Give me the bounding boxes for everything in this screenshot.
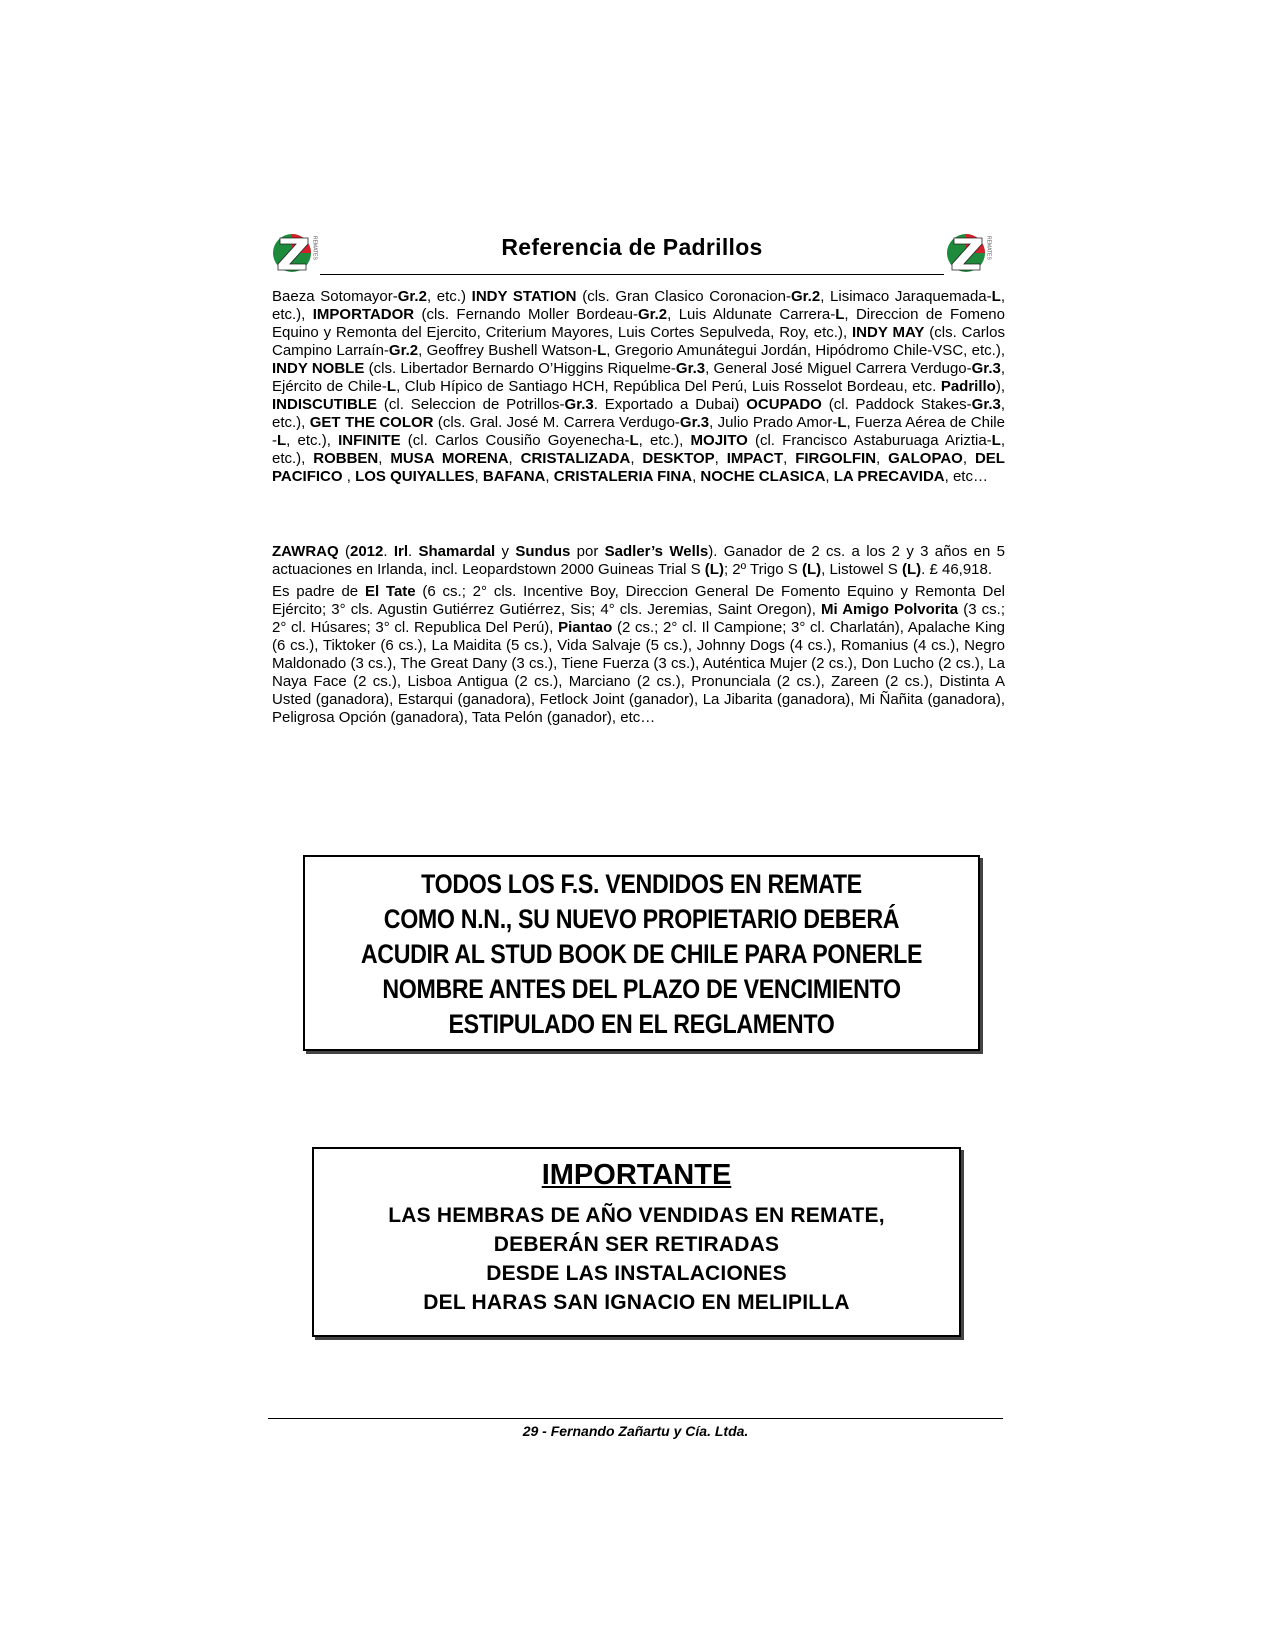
text-run: ,	[962, 450, 975, 467]
text-run: , General José Miguel Carrera Verdugo-	[705, 360, 972, 377]
text-run: (6 cs.; 2° cls. Incentive Boy, Direccion General De Fomento Equino y Remonta Del Ejército; 3° cls. Agustin Gutiérrez Gutiérrez, Sis; 4° cls. Jeremias, Saint Oregon),	[272, 583, 1005, 618]
text-run: (cls. Libertador Bernardo O’Higgins Riquelme-	[364, 360, 676, 377]
bold-text-run: (L)	[901, 561, 922, 578]
text-run: ),	[995, 378, 1005, 395]
notice-line: ACUDIR AL STUD BOOK DE CHILE PARA PONERLE	[360, 939, 923, 969]
page-header	[272, 228, 992, 278]
header-rule	[320, 274, 944, 275]
bold-text-run: INDY NOBLE	[272, 360, 365, 377]
text-run: , Fuerza Aérea de Chile -	[272, 414, 1005, 449]
paragraph	[272, 288, 1005, 486]
bold-text-run: L	[629, 432, 639, 449]
text-run: ; 2º Trigo S	[723, 561, 802, 578]
text-run: por	[570, 543, 605, 560]
bold-text-run: NOCHE CLASICA	[700, 468, 826, 485]
bold-text-run: Gr.3	[971, 396, 1001, 413]
text-run: (cls. Fernando Moller Bordeau-	[414, 306, 638, 323]
bold-text-run: Gr.3	[564, 396, 594, 413]
text-run: (2 cs.; 2° cl. Il Campione; 3° cl. Charlatán), Apalache King (6 cs.), Tiktoker (6 cs.), La Maidita (5 cs.), Vida Salvaje (5 cs.), Johnny Dogs (4 cs.), Romanius (4 cs.), Negro Maldonado (3 cs.), The Great Dany (3 cs.), Tiene Fuerza (3 cs.), Auténtica Mujer (2 cs.), Don Lucho (2 cs.), La Naya Face (2 cs.), Lisboa Antigua (2 cs.), Marciano (2 cs.), Pronunciala (2 cs.), Zareen (2 cs.), Distinta A Usted (ganadora), Estarqui (ganadora), Fetlock Joint (ganador), La Jibarita (ganadora), Mi Ñañita (ganadora), Peligrosa Opción (ganadora), Tata Pelón (ganador), etc…	[272, 619, 1006, 726]
bold-text-run: Shamardal	[418, 543, 496, 560]
text-run: , Gregorio Amunátegui Jordán, Hipódromo Chile-VSC, etc.),	[606, 342, 1006, 359]
bold-text-run: BAFANA	[482, 468, 546, 485]
text-run: , Luis Aldunate Carrera-	[667, 306, 836, 323]
bold-text-run: DESKTOP	[642, 450, 715, 467]
notice-line: LAS HEMBRAS DE AÑO VENDIDAS EN REMATE,	[388, 1204, 885, 1227]
text-run: ,	[342, 468, 356, 485]
text-run: , Club Hípico de Santiago HCH, República Del Perú, Luis Rosselot Bordeau, etc.	[396, 378, 941, 395]
footer-rule	[268, 1418, 1003, 1419]
text-run: (cl. Seleccion de Potrillos-	[377, 396, 565, 413]
text-run: , Listowel S	[821, 561, 902, 578]
text-run: ,	[508, 450, 521, 467]
notice-line: COMO N.N., SU NUEVO PROPIETARIO DEBERÁ	[383, 904, 900, 934]
text-run: (cl. Francisco Astaburuaga Ariztia-	[747, 432, 992, 449]
text-run: , Direccion de Fomeno Equino y Remonta del Ejercito, Criterium Mayores, Luis Cortes Sepulveda, Roy, etc.),	[272, 306, 1005, 341]
bold-text-run: L	[386, 378, 397, 395]
bold-text-run: Gr.2	[791, 288, 821, 305]
text-run: , etc…	[944, 468, 988, 485]
bold-text-run: INDY MAY	[852, 324, 925, 341]
bold-text-run: FIRGOLFIN	[795, 450, 877, 467]
bold-text-run: L	[837, 414, 847, 431]
notice-line: NOMBRE ANTES DEL PLAZO DE VENCIMIENTO	[382, 974, 901, 1004]
bold-text-run: Gr.2	[637, 306, 668, 323]
notice-line: DESDE LAS INSTALACIONES	[486, 1262, 787, 1285]
bold-text-run: INFINITE	[338, 432, 401, 449]
page-title: Referencia de Padrillos	[501, 234, 763, 260]
sire-reference-continued	[272, 288, 1005, 490]
bold-text-run: L	[991, 432, 1001, 449]
bold-text-run: Gr.2	[388, 342, 419, 359]
bold-text-run: Gr.2	[397, 288, 427, 305]
text-run: (	[338, 543, 350, 560]
text-run: y	[495, 543, 516, 560]
text-run: Es padre de	[272, 583, 365, 600]
bold-text-run: Sundus	[515, 543, 571, 560]
bold-text-run: L	[277, 432, 287, 449]
text-run: , etc.),	[286, 432, 339, 449]
bold-text-run: L	[991, 288, 1001, 305]
bold-text-run: Irl	[393, 543, 409, 560]
bold-text-run: GET THE COLOR	[309, 414, 434, 431]
bold-text-run: ROBBEN	[313, 450, 379, 467]
bold-text-run: (L)	[801, 561, 822, 578]
svg-text:REMATES: REMATES	[985, 236, 992, 260]
text-run: , etc.),	[638, 432, 691, 449]
text-run: , Geoffrey Bushell Watson-	[418, 342, 598, 359]
bold-text-run: CRISTALIZADA	[520, 450, 631, 467]
text-run: ,	[876, 450, 889, 467]
notice-line: DEL HARAS SAN IGNACIO EN MELIPILLA	[423, 1291, 850, 1314]
fz-remates-logo	[946, 228, 992, 276]
bold-text-run: Piantao	[558, 619, 613, 636]
text-run: Baeza Sotomayor-	[272, 288, 398, 305]
bold-text-run: L	[597, 342, 607, 359]
text-run: .	[408, 543, 419, 560]
text-run: , Julio Prado Amor-	[709, 414, 838, 431]
sire-pedigree-paragraph	[272, 543, 1005, 579]
text-run: ,	[825, 468, 834, 485]
bold-text-run: Sadler’s Wells	[604, 543, 709, 560]
bold-text-run: LOS QUIYALLES	[355, 468, 475, 485]
text-run: , Ejército de Chile-	[272, 360, 1005, 395]
sire-entry-zawraq	[272, 543, 1005, 731]
sire-progeny-paragraph	[272, 583, 1005, 727]
bold-text-run: Gr.3	[679, 414, 710, 431]
text-run: , etc.),	[272, 432, 1006, 467]
text-run: . £ 46,918.	[921, 561, 993, 578]
notice-line: TODOS LOS F.S. VENDIDOS EN REMATE	[421, 869, 862, 899]
bold-text-run: CRISTALERIA FINA	[553, 468, 693, 485]
notice-line: DEBERÁN SER RETIRADAS	[493, 1233, 780, 1256]
bold-text-run: IMPACT	[726, 450, 784, 467]
text-run: ,	[783, 450, 796, 467]
bold-text-run: Gr.3	[675, 360, 706, 377]
text-run: ). Ganador de 2 cs. a los 2 y 3 años en 5 actuaciones en Irlanda, incl. Leopardstown 2000 Guineas Trial S	[272, 543, 1005, 578]
text-run: (cls. Carlos Campino Larraín-	[272, 324, 1005, 359]
text-run: (cls. Gral. José M. Carrera Verdugo-	[433, 414, 680, 431]
text-run: ,	[545, 468, 554, 485]
bold-text-run: ZAWRAQ	[272, 543, 339, 560]
stud-book-notice-box	[303, 855, 980, 1051]
bold-text-run: INDISCUTIBLE	[272, 396, 377, 413]
text-run: , etc.),	[272, 288, 1005, 323]
text-run: .	[383, 543, 394, 560]
bold-text-run: (L)	[704, 561, 724, 578]
bold-text-run: MOJITO	[690, 432, 748, 449]
text-run: ,	[474, 468, 483, 485]
page-footer: 29 - Fernando Zañartu y Cía. Ltda.	[522, 1423, 749, 1439]
text-run: (cl. Paddock Stakes-	[821, 396, 972, 413]
text-run: (cls. Gran Clasico Coronacion-	[576, 288, 791, 305]
bold-text-run: El Tate	[364, 583, 416, 600]
text-run: (cl. Carlos Cousiño Goyenecha-	[400, 432, 630, 449]
important-notice-box	[312, 1147, 961, 1337]
notice-line: ESTIPULADO EN EL REGLAMENTO	[448, 1009, 835, 1039]
bold-text-run: GALOPAO	[888, 450, 963, 467]
bold-text-run: Gr.3	[971, 360, 1001, 377]
bold-text-run: INDY STATION	[471, 288, 577, 305]
svg-text:REMATES: REMATES	[311, 236, 318, 260]
bold-text-run: 2012	[349, 543, 384, 560]
bold-text-run: LA PRECAVIDA	[833, 468, 945, 485]
text-run: ,	[714, 450, 727, 467]
text-run: (3 cs.; 2° cl. Húsares; 3° cl. Republica Del Perú),	[272, 601, 1005, 636]
text-run: , etc.),	[272, 396, 1006, 431]
important-heading: IMPORTANTE	[541, 1159, 732, 1191]
text-run: , etc.)	[426, 288, 472, 305]
bold-text-run: IMPORTADOR	[312, 306, 415, 323]
bold-text-run: MUSA MORENA	[390, 450, 509, 467]
bold-text-run: OCUPADO	[746, 396, 822, 413]
text-run: . Exportado a Dubai)	[593, 396, 747, 413]
bold-text-run: L	[835, 306, 845, 323]
text-run: ,	[692, 468, 701, 485]
bold-text-run: Mi Amigo Polvorita	[821, 601, 959, 618]
bold-text-run: Padrillo	[940, 378, 996, 395]
bold-text-run: DEL PACIFICO	[272, 450, 1005, 485]
text-run: ,	[630, 450, 643, 467]
text-run: , Lisimaco Jaraquemada-	[820, 288, 992, 305]
text-run: ,	[378, 450, 391, 467]
